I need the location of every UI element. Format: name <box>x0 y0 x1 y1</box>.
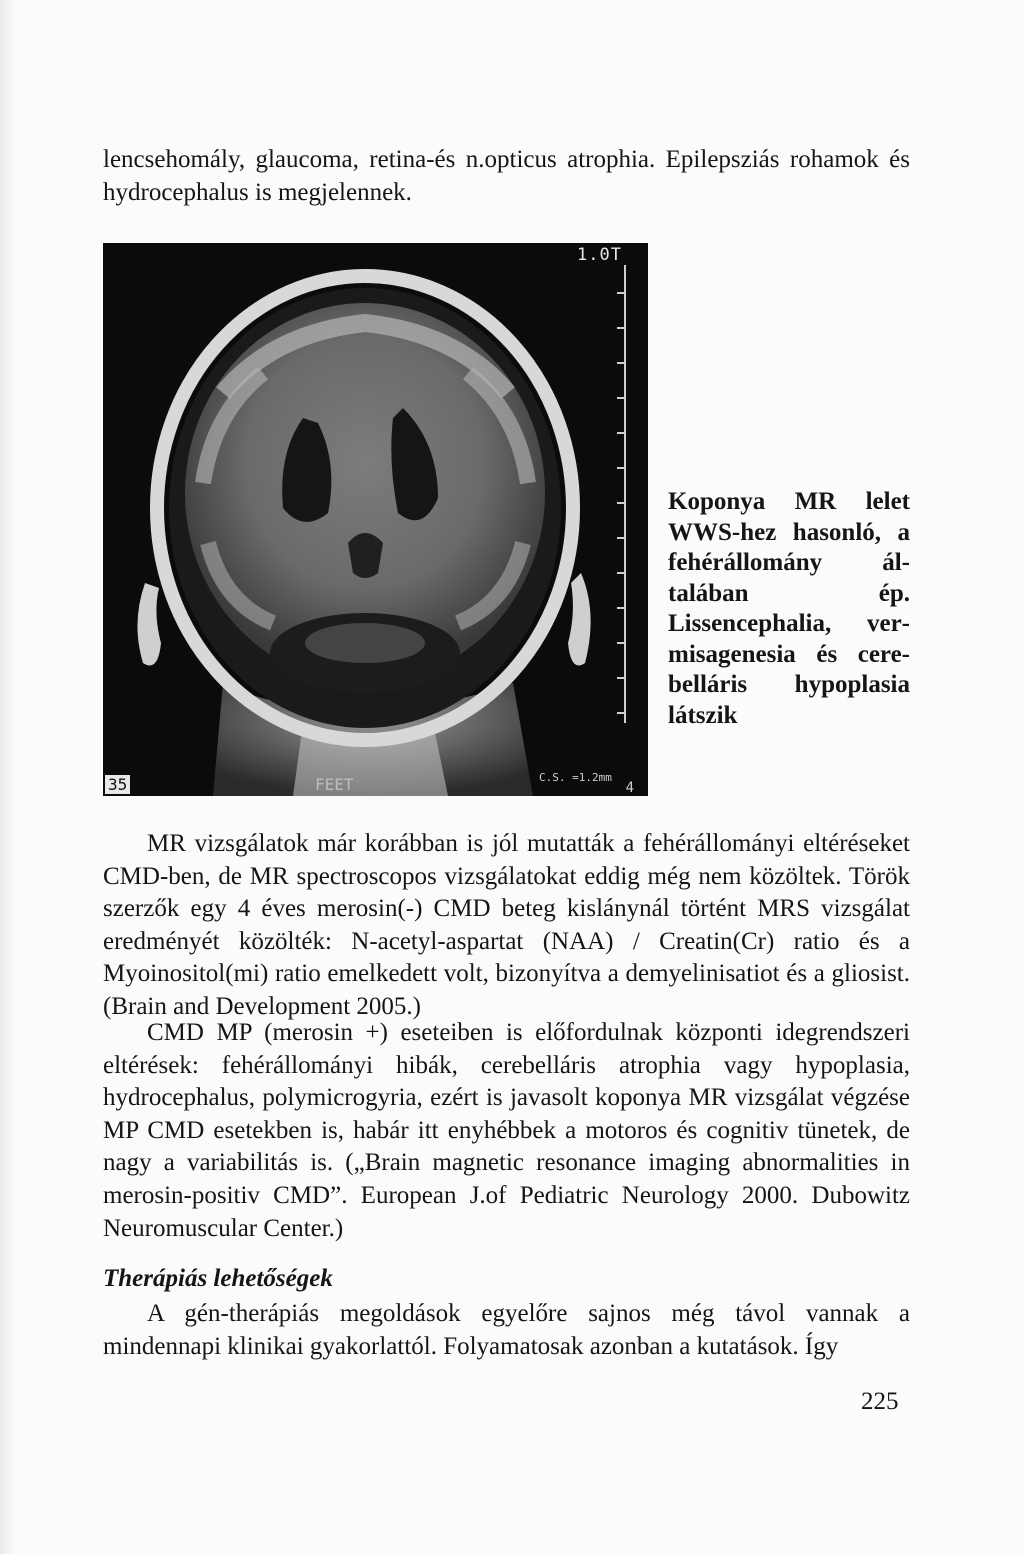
section-heading: Therápiás lehetőségek <box>103 1265 333 1292</box>
brain-mri-image <box>103 243 648 796</box>
figure-caption: Koponya MR lelet WWS-hez hasonló, a fehérállomány általában ép. Lissencephalia, vermisagenesia és cerebelláris hypoplasia látszik <box>668 488 910 729</box>
top-paragraph: lencsehomály, glaucoma, retina-és n.opticus atrophia. Epilepsziás rohamok és hydrocephalus is megjelennek. <box>103 146 910 206</box>
paragraph-therapy: A gén-therápiás megoldások egyelőre sajnos még távol vannak a mindennapi klinikai gyakorlattól. Folyamatosak azonban a kutatások. Így <box>103 1300 910 1360</box>
mri-orientation-label: FEET <box>315 775 354 794</box>
mri-field-strength-label: 1.0T <box>577 245 622 265</box>
mri-figure <box>103 243 648 796</box>
mri-cs-label: C.S. =1.2mm <box>539 771 612 784</box>
scan-edge-shadow <box>0 0 14 1554</box>
paragraph-cmd-mp: CMD MP (merosin +) eseteiben is előfordulnak központi idegrendszeri eltérések: fehérállományi hibák, cerebelláris atrophia vagy hypoplasia, hydrocephalus, polymicrogyria, ezért is javasolt koponya MR vizsgálat végzése MP CMD esetekben is, habár itt enyhébbek a motoros és cognitiv tünetek, de nagy a variabilitás is. („Brain magnetic resonance imaging abnormalities in merosin-positiv CMD”. European J.of Pediatric Neurology 2000. Dubowitz Neuromuscular Center.) <box>103 1019 910 1242</box>
paragraph-mr-studies: MR vizsgálatok már korábban is jól mutatták a fehérállományi eltéréseket CMD-ben, de MR spectroscopos vizsgálatokat eddig még nem közöltek. Török szerzők egy 4 éves merosin(-) CMD beteg kislánynál történt MRS vizsgálat eredményét közölték: N-acetyl-aspartat (NAA) / Creatin(Cr) ratio és a Myoinositol(mi) ratio emelkedett volt, bizonyítva a demyelinisatiot és a gliosist. (Brain and Development 2005.) <box>103 830 910 1020</box>
mri-slice-number-label: 35 <box>105 775 130 794</box>
page-number: 225 <box>861 1388 899 1415</box>
mri-corner-number-label: 4 <box>625 780 634 796</box>
